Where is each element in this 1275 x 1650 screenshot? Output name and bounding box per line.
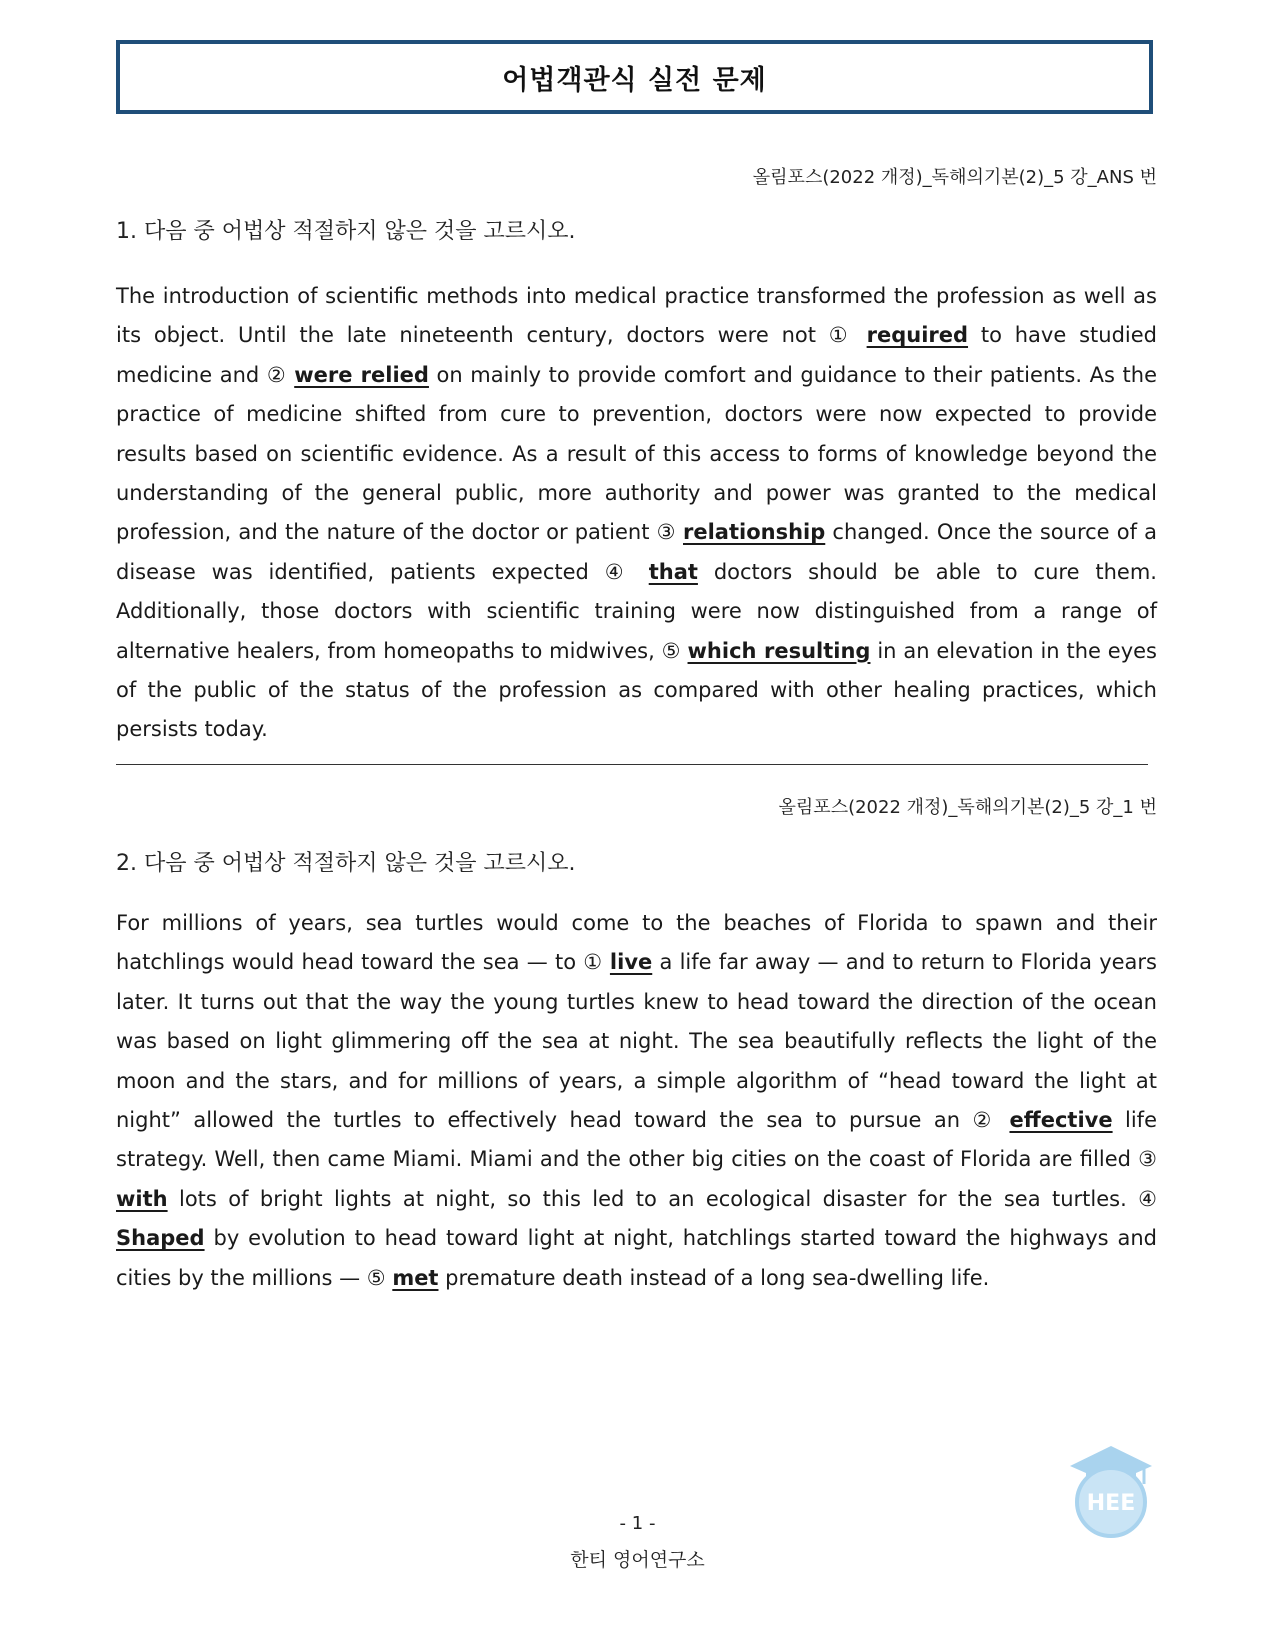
underlined-choice: which resulting — [687, 638, 871, 663]
footer-org: 한티 영어연구소 — [570, 1549, 705, 1571]
section-divider — [116, 764, 1148, 765]
hee-logo — [1068, 1444, 1154, 1540]
q1-prompt: 1. 다음 중 어법상 적절하지 않은 것을 고르시오. — [116, 219, 576, 244]
underlined-choice: effective — [1009, 1108, 1113, 1133]
q2-prompt: 2. 다음 중 어법상 적절하지 않은 것을 고르시오. — [116, 851, 576, 876]
underlined-choice: required — [866, 323, 969, 348]
q2-source: 올림포스(2022 개정)_독해의기본(2)_5 강_1 번 — [778, 797, 1157, 818]
page-number: - 1 - — [619, 1513, 656, 1534]
underlined-choice: with — [116, 1186, 168, 1211]
underlined-choice: were relied — [294, 362, 429, 387]
underlined-choice: live — [609, 950, 653, 975]
page-title: 어법객관식 실전 문제 — [502, 64, 767, 96]
underlined-choice: relationship — [683, 520, 826, 545]
title-box — [116, 40, 1153, 114]
underlined-choice: that — [648, 559, 698, 584]
q2-passage: For millions of years, sea turtles would come to the beaches of Florida to spawn and their hatchlings would head toward the sea — to ① live a life far away — and to return to Florida years later. It turns out that the way the young turtles knew to head toward the direction of the ocean was based on light glimmering off the sea at night. The sea beautifully reflects the light of the moon and the stars, and for millions of years, a simple algorithm of “head toward the light at night” allowed the turtles to effectively head toward the sea to pursue an ② effective life strategy. Well, then came Miami. Miami and the other big cities on the coast of Florida are filled ③ with lots of bright lights at night, so this led to an ecological disaster for the sea turtles. ④ Shaped by evolution to head toward light at night, hatchlings started toward the highways and cities by the millions — ⑤ met premature death instead of a long sea-dwelling life. — [116, 911, 1157, 1290]
underlined-choice: Shaped — [116, 1226, 205, 1251]
q1-source: 올림포스(2022 개정)_독해의기본(2)_5 강_ANS 번 — [752, 167, 1157, 188]
logo-text: HEE — [1086, 1491, 1136, 1516]
underlined-choice: met — [392, 1265, 439, 1290]
q1-passage: The introduction of scientific methods into medical practice transformed the profession as well as its object. Until the late nineteenth century, doctors were not ① required to have studied medicine and ② were relied on mainly to provide comfort and guidance to their patients. As the practice of medicine shifted from cure to prevention, doctors were now expected to provide results based on scientific evidence. As a result of this access to forms of knowledge beyond the understanding of the general public, more authority and power was granted to the medical profession, and the nature of the doctor or patient ③ relationship changed. Once the source of a disease was identified, patients expected ④ that doctors should be able to cure them. Additionally, those doctors with scientific training were now distinguished from a range of alternative healers, from homeopaths to midwives, ⑤ which resulting in an elevation in the eyes of the public of the status of the profession as compared with other healing practices, which persists today. — [116, 284, 1157, 742]
